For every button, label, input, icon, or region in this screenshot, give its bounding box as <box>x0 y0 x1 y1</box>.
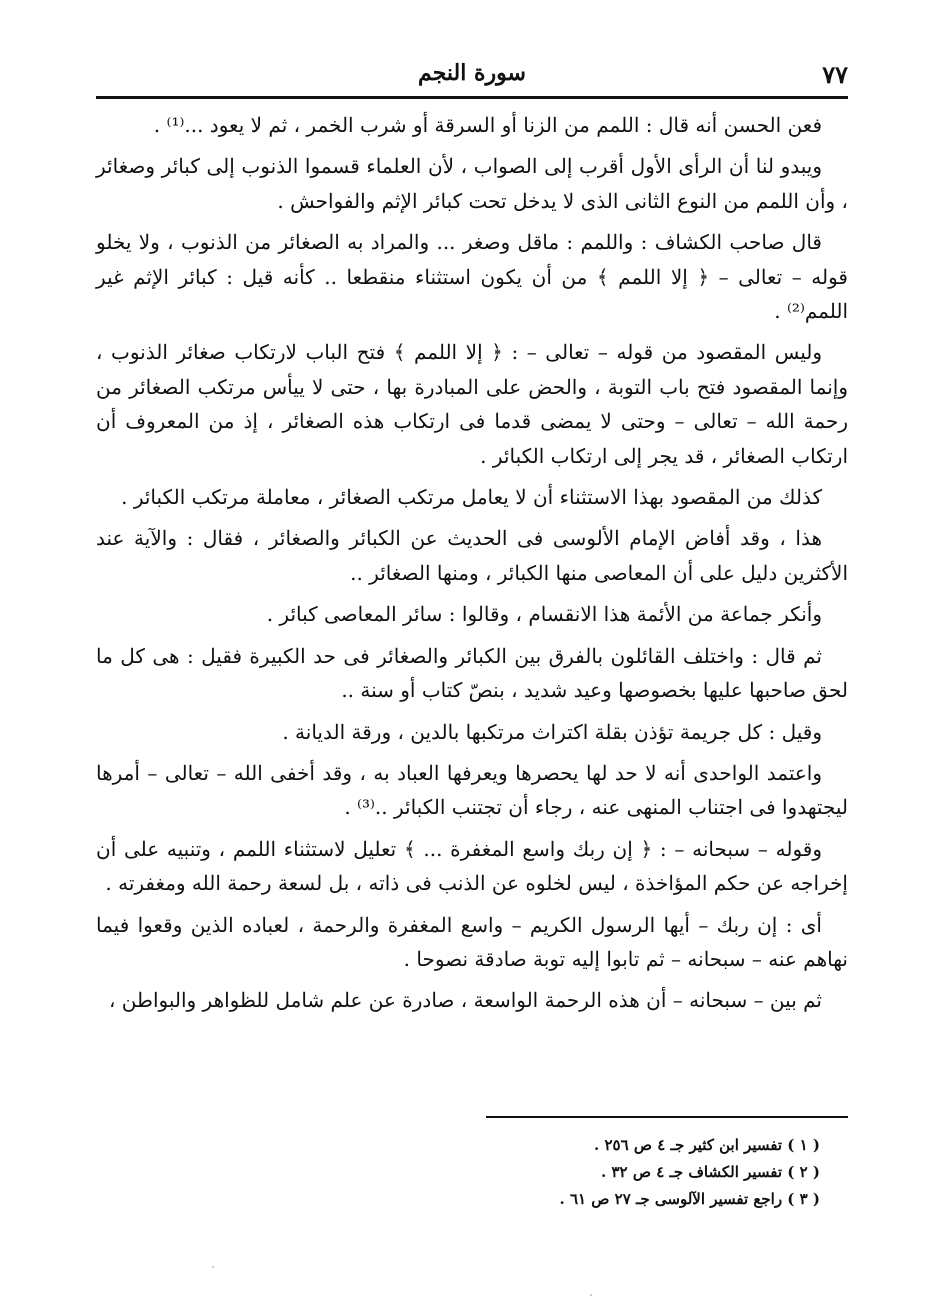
paragraph: وأنكر جماعة من الأئمة هذا الانقسام ، وقالوا : سائر المعاصى كبائر . <box>266 602 822 627</box>
paragraph: ثم بين – سبحانه – أن هذه الرحمة الواسعة ، صادرة عن علم شامل للظواهر والبواطن ، <box>108 988 822 1013</box>
scan-speck <box>590 1294 592 1296</box>
footnote: ( ١ ) تفسير ابن كثير جـ ٤ ص ٢٥٦ . <box>594 1136 820 1154</box>
scan-speck <box>212 1266 214 1268</box>
running-title: سورة النجم <box>418 60 526 86</box>
paragraph: ثم قال : واختلف القائلون بالفرق بين الكبائر والصغائر فى حد الكبيرة فقيل : هى كل ما لحق صاحبها عليها بخصوصها وعيد شديد ، بنصّ كتاب أو سنة .. <box>96 643 848 703</box>
page-header <box>96 56 848 99</box>
paragraph: وقيل : كل جريمة تؤذن بقلة اكتراث مرتكبها بالدين ، ورقة الديانة . <box>282 719 822 744</box>
paragraph: كذلك من المقصود بهذا الاستثناء أن لا يعامل مرتكب الصغائر ، معاملة مرتكب الكبائر . <box>121 485 822 510</box>
paragraph: ويبدو لنا أن الرأى الأول أقرب إلى الصواب ، لأن العلماء قسموا الذنوب إلى كبائر وصغائر ، وأن اللمم من النوع الثانى الذى لا يدخل تحت كبائر الإثم والفواحش . <box>96 154 848 213</box>
paragraph: قال صاحب الكشاف : واللمم : ماقل وصغر ... والمراد به الصغائر من الذنوب ، ولا يخلو قوله – تعالى – ﴿ إلا اللمم ﴾ من أن يكون استثناء منقطعا .. كأنه قيل : كبائر الإثم غير اللمم⁽²⁾ . <box>96 230 848 324</box>
paragraph: أى : إن ربك – أيها الرسول الكريم – واسع المغفرة والرحمة ، لعباده الذين وقعوا فيما نهاهم عنه – سبحانه – ثم تابوا إليه توبة صادقة نصوحا . <box>96 912 848 971</box>
footnote: ( ٣ ) راجع تفسير الآلوسى جـ ٢٧ ص ٦١ . <box>559 1190 820 1208</box>
paragraph: وليس المقصود من قوله – تعالى – : ﴿ إلا اللمم ﴾ فتح الباب لارتكاب صغائر الذنوب ، وإنما المقصود فتح باب التوبة ، والحض على المبادرة بها ، حتى لا ييأس مرتكب الصغائر من رحمة الله – تعالى – وحتى لا يمضى قدما فى ارتكاب هذه الصغائر ، إذ من المعروف أن ارتكاب الصغائر ، قد يجر إلى ارتكاب الكبائر . <box>96 340 848 468</box>
paragraph: وقوله – سبحانه – : ﴿ إن ربك واسع المغفرة ... ﴾ تعليل لاستثناء اللمم ، وتنبيه على أن إخراجه عن حكم المؤاخذة ، ليس لخلوه عن الذنب فى ذاته ، بل لسعة رحمة الله ومغفرته . <box>96 836 848 896</box>
footnotes <box>420 1132 820 1213</box>
paragraph: هذا ، وقد أفاض الإمام الألوسى فى الحديث عن الكبائر والصغائر ، فقال : والآية عند الأكثرين دليل على أن المعاصى منها الكبائر ، ومنها الصغائر .. <box>96 526 848 585</box>
footnote: ( ٢ ) تفسير الكشاف جـ ٤ ص ٣٢ . <box>601 1163 820 1181</box>
footnote-separator <box>486 1116 848 1118</box>
page-number: ٧٧ <box>822 60 848 89</box>
paragraph: واعتمد الواحدى أنه لا حد لها يحصرها ويعرفها العباد به ، وقد أخفى الله – تعالى – أمرها ليجتهدوا فى اجتناب المنهى عنه ، رجاء أن تجتنب الكبائر ..⁽³⁾ . <box>96 760 848 820</box>
body-text <box>96 108 848 1025</box>
paragraph: فعن الحسن أنه قال : اللمم من الزنا أو السرقة أو شرب الخمر ، ثم لا يعود ...⁽¹⁾ . <box>153 113 822 137</box>
